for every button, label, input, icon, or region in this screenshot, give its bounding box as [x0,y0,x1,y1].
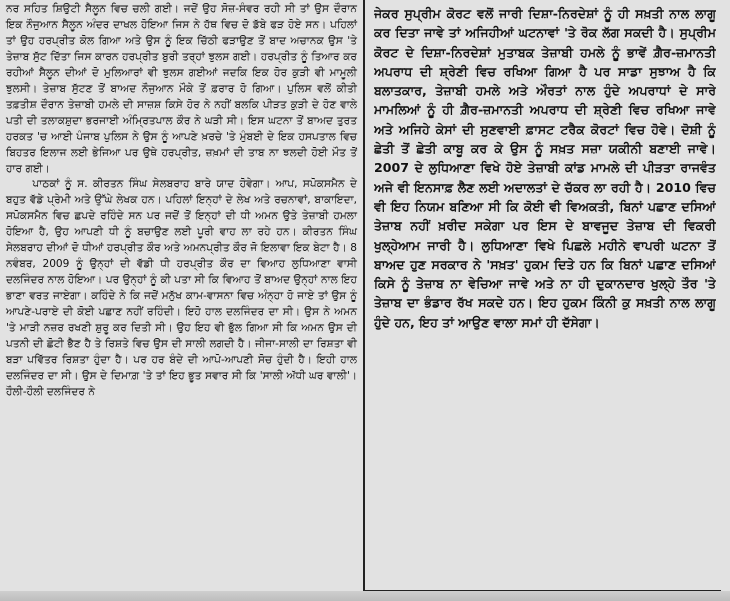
column-divider [363,0,365,601]
cropped-next-line [0,591,730,601]
right-column-boxed-text [374,4,716,589]
right-paragraph-1: ਜੇਕਰ ਸੁਪ੍ਰੀਮ ਕੋਰਟ ਵਲੋਂ ਜਾਰੀ ਦਿਸ਼ਾ-ਨਿਰਦੇਸ਼ਾਂ ਨੂੰ ਹੀ ਸਖ਼ਤੀ ਨਾਲ ਲਾਗੂ ਕਰ ਦਿਤਾ ਜਾਵੇ ਤਾਂ ਅਜਿਹੀਆਂ ਘਟਨਾਵਾਂ 'ਤੇ ਰੋਕ ਲੱਗ ਸਕਦੀ ਹੈ। ਸੁਪ੍ਰੀਮ ਕੋਰਟ ਦੇ ਦਿਸ਼ਾ-ਨਿਰਦੇਸ਼ਾਂ ਮੁਤਾਬਕ ਤੇਜ਼ਾਬੀ ਹਮਲੇ ਨੂੰ ਭਾਵੇਂ ਗ਼ੈਰ-ਜ਼ਮਾਨਤੀ ਅਪਰਾਧ ਦੀ ਸ਼੍ਰੇਣੀ ਵਿਚ ਰਖਿਆ ਗਿਆ ਹੈ ਪਰ ਸਾਡਾ ਸੁਝਾਅ ਹੈ ਕਿ ਬਲਾਤਕਾਰ, ਤੇਜ਼ਾਬੀ ਹਮਲੇ ਅਤੇ ਔਰਤਾਂ ਨਾਲ ਹੁੰਦੇ ਅਪਰਾਧਾਂ ਦੇ ਸਾਰੇ ਮਾਮਲਿਆਂ ਨੂੰ ਹੀ ਗ਼ੈਰ-ਜ਼ਮਾਨਤੀ ਅਪਰਾਧ ਦੀ ਸ਼੍ਰੇਣੀ ਵਿਚ ਰਖਿਆ ਜਾਵੇ ਅਤੇ ਅਜਿਹੇ ਕੇਸਾਂ ਦੀ ਸੁਣਵਾਈ ਫ਼ਾਸਟ ਟਰੈਕ ਕੋਰਟਾਂ ਵਿਚ ਹੋਵੇ। ਦੋਸ਼ੀ ਨੂੰ ਛੇਤੀ ਤੋਂ ਛੇਤੀ ਕਾਬੂ ਕਰ ਕੇ ਉਸ ਨੂੰ ਸਖ਼ਤ ਸਜ਼ਾ ਯਕੀਨੀ ਬਣਾਈ ਜਾਵੇ। 2007 ਦੇ ਲੁਧਿਆਣਾ ਵਿਖੇ ਹੋਏ ਤੇਜ਼ਾਬੀ ਕਾਂਡ ਮਾਮਲੇ ਦੀ ਪੀੜਤਾ ਰਾਜਵੰਤ ਅਜੇ ਵੀ ਇਨਸਾਫ਼ ਲੈਣ ਲਈ ਅਦਾਲਤਾਂ ਦੇ ਚੱਕਰ ਲਾ ਰਹੀ ਹੈ। 2010 ਵਿਚ ਵੀ ਇਹ ਨਿਯਮ ਬਣਿਆ ਸੀ ਕਿ ਕੋਈ ਵੀ ਵਿਅਕਤੀ, ਬਿਨਾਂ ਪਛਾਣ ਦਸਿਆਂ ਤੇਜ਼ਾਬ ਨਹੀਂ ਖ਼ਰੀਦ ਸਕੇਗਾ ਪਰ ਇਸ ਦੇ ਬਾਵਜੂਦ ਤੇਜ਼ਾਬ ਦੀ ਵਿਕਰੀ ਖੁਲ੍ਹੇਆਮ ਜਾਰੀ ਹੈ। ਲੁਧਿਆਣਾ ਵਿਖੇ ਪਿਛਲੇ ਮਹੀਨੇ ਵਾਪਰੀ ਘਟਨਾ ਤੋਂ ਬਾਅਦ ਹੁਣ ਸਰਕਾਰ ਨੇ 'ਸਖ਼ਤ' ਹੁਕਮ ਦਿਤੇ ਹਨ ਕਿ ਬਿਨਾਂ ਪਛਾਣ ਦਸਿਆਂ ਕਿਸੇ ਨੂੰ ਤੇਜ਼ਾਬ ਨਾ ਵੇਚਿਆ ਜਾਵੇ ਅਤੇ ਨਾ ਹੀ ਦੁਕਾਨਦਾਰ ਖੁਲ੍ਹੇ ਤੌਰ 'ਤੇ ਤੇਜ਼ਾਬ ਦਾ ਭੰਡਾਰ ਰੱਖ ਸਕਦੇ ਹਨ। ਇਹ ਹੁਕਮ ਕਿੰਨੀ ਕੁ ਸਖ਼ਤੀ ਨਾਲ ਲਾਗੂ ਹੁੰਦੇ ਹਨ, ਇਹ ਤਾਂ ਆਉਣ ਵਾਲਾ ਸਮਾਂ ਹੀ ਦੱਸੇਗਾ। [374,6,716,330]
left-column [0,0,361,601]
left-paragraph-1: ਨਰ ਸਹਿਤ ਸ਼ਿਉਟੀ ਸੈਲੂਨ ਵਿਚ ਚਲੀ ਗਈ। ਜਦੋਂ ਉਹ ਸੋਜ਼-ਸੰਵਰ ਰਹੀ ਸੀ ਤਾਂ ਉਸ ਦੌਰਾਨ ਇਕ ਨੌਜੁਆਨ ਸੈਲੂਨ ਅੰਦਰ ਦਾਖਲ ਹੋਇਆ ਜਿਸ ਨੇ ਹੱਥ ਵਿਚ ਦੋ ਡੱਬੇ ਫੜ ਹੋਏ ਸਨ। ਪਹਿਲਾਂ ਤਾਂ ਉਹ ਹਰਪ੍ਰੀਤ ਕੋਲ ਗਿਆ ਅਤੇ ਉਸ ਨੂੰ ਇਕ ਚਿੱਠੀ ਫੜਾਉਣ ਤੋਂ ਬਾਦ ਅਚਾਨਕ ਉਸ 'ਤੇ ਤੇਜ਼ਾਬ ਸੁੱਟ ਦਿੱਤਾ ਜਿਸ ਕਾਰਨ ਹਰਪ੍ਰੀਤ ਬੁਰੀ ਤਰ੍ਹਾਂ ਝੁਲਸ ਗਈ। ਹਰਪ੍ਰੀਤ ਨੂੰ ਤਿਆਰ ਕਰ ਰਹੀਆਂ ਸੈਲੂਨ ਦੀਆਂ ਦੋ ਮੁਲਿਆਰਾਂ ਵੀ ਝੁਲਸ ਗਈਆਂ ਜਦਕਿ ਇਕ ਹੋਰ ਕੁੜੀ ਵੀ ਮਾਮੂਲੀ ਝੁਲਸੀ। ਤੇਜ਼ਾਬ ਸੁੱਟਣ ਤੋਂ ਬਾਅਦ ਨੌਜੁਆਨ ਮੌਕੇ ਤੋਂ ਫ਼ਰਾਰ ਹੋ ਗਿਆ। ਪੁਲਿਸ ਵਲੋਂ ਕੀਤੀ ਤਫ਼ਤੀਸ਼ ਦੌਰਾਨ ਤੇਜ਼ਾਬੀ ਹਮਲੇ ਦੀ ਸਾਜ਼ਸ਼ ਕਿਸੇ ਹੋਰ ਨੇ ਨਹੀਂ ਬਲਕਿ ਪੀੜਤ ਕੁੜੀ ਦੇ ਹੋਣ ਵਾਲੇ ਪਤੀ ਦੀ ਤਲਾਕਸ਼ੁਦਾ ਭਰਜਾਈ ਅੰਮ੍ਰਿਤਪਾਲ ਕੌਰ ਨੇ ਘੜੀ ਸੀ। ਇਸ ਘਟਨਾ ਤੋਂ ਬਾਅਦ ਤੁਰਤ ਹਰਕਤ 'ਚ ਆਈ ਪੰਜਾਬ ਪੁਲਿਸ ਨੇ ਉਸ ਨੂੰ ਆਪਣੇ ਖ਼ਰਚੇ 'ਤੇ ਮੁੰਬਈ ਦੇ ਇਕ ਹਸਪਤਾਲ ਵਿਚ ਬਿਹਤਰ ਇਲਾਜ ਲਈ ਭੇਜਿਆ ਪਰ ਉਥੇ ਹਰਪ੍ਰੀਤ, ਜ਼ਖ਼ਮਾਂ ਦੀ ਤਾਬ ਨਾ ਝਲਦੀ ਹੋਈ ਮੌਤ ਤੋਂ ਹਾਰ ਗਈ। [6,3,357,175]
left-paragraph-2: ਪਾਠਕਾਂ ਨੂੰ ਸ. ਕੀਰਤਨ ਸਿੰਘ ਸੇਲਬਰਾਹ ਬਾਰੇ ਯਾਦ ਹੋਵੇਗਾ। ਆਪ, ਸਪੋਕਸਮੈਨ ਦੇ ਬਹੁਤ ਵੱਡੇ ਪ੍ਰੇਮੀ ਅਤੇ ਉੱਘੇ ਲੇਖਕ ਹਨ। ਪਹਿਲਾਂ ਇਨ੍ਹਾਂ ਦੇ ਲੇਖ ਅਤੇ ਰਚਨਾਵਾਂ, ਬਾਕਾਇਦਾ, ਸਪੋਕਸਮੈਨ ਵਿਚ ਛਪਦੇ ਰਹਿੰਦੇ ਸਨ ਪਰ ਜਦੋਂ ਤੋਂ ਇਨ੍ਹਾਂ ਦੀ ਧੀ ਅਮਨ ਉਤੇ ਤੇਜ਼ਾਬੀ ਹਮਲਾ ਹੋਇਆ ਹੈ, ਉਹ ਆਪਣੀ ਧੀ ਨੂੰ ਬਚਾਉਣ ਲਈ ਪੂਰੀ ਵਾਹ ਲਾ ਰਹੇ ਹਨ। ਕੀਰਤਨ ਸਿੰਘ ਸੇਲਬਰਾਹ ਦੀਆਂ ਦੋ ਧੀਆਂ ਹਰਪ੍ਰੀਤ ਕੌਰ ਅਤੇ ਅਮਨਪ੍ਰੀਤ ਕੌਰ ਜੋ ਇਲਾਵਾ ਇਕ ਬੇਟਾ ਹੈ। 8 ਨਵੰਬਰ, 2009 ਨੂੰ ਉਨ੍ਹਾਂ ਦੀ ਵੱਡੀ ਧੀ ਹਰਪ੍ਰੀਤ ਕੌਰ ਦਾ ਵਿਆਹ ਲੁਧਿਆਣਾ ਵਾਸੀ ਦਲਜਿੰਦਰ ਨਾਲ ਹੋਇਆ। ਪਰ ਉਨ੍ਹਾਂ ਨੂੰ ਕੀ ਪਤਾ ਸੀ ਕਿ ਵਿਆਹ ਤੋਂ ਬਾਅਦ ਉਨ੍ਹਾਂ ਨਾਲ ਇਹ ਭਾਣਾ ਵਰਤ ਜਾਏਗਾ। ਕਹਿੰਦੇ ਨੇ ਕਿ ਜਦੋਂ ਮਨੁੱਖ ਕਾਮ-ਵਾਸਨਾ ਵਿਚ ਅੰਨ੍ਹਾ ਹੋ ਜਾਏ ਤਾਂ ਉਸ ਨੂੰ ਆਪਣੇ-ਪਰਾਏ ਦੀ ਕੋਈ ਪਛਾਣ ਨਹੀਂ ਰਹਿੰਦੀ। ਇਹੋ ਹਾਲ ਦਲਜਿੰਦਰ ਦਾ ਸੀ। ਉਸ ਨੇ ਅਮਨ 'ਤੇ ਮਾੜੀ ਨਜ਼ਰ ਰਖਣੀ ਸ਼ੁਰੂ ਕਰ ਦਿਤੀ ਸੀ। ਉਹ ਇਹ ਵੀ ਭੁੱਲ ਗਿਆ ਸੀ ਕਿ ਅਮਨ ਉਸ ਦੀ ਪਤਨੀ ਦੀ ਛੋਟੀ ਭੈਣ ਹੈ ਤੇ ਰਿਸ਼ਤੇ ਵਿਚ ਉਸ ਦੀ ਸਾਲੀ ਲਗਦੀ ਹੈ। ਜੀਜਾ-ਸਾਲੀ ਦਾ ਰਿਸ਼ਤਾ ਵੀ ਬੜਾ ਪਵਿੱਤਰ ਰਿਸ਼ਤਾ ਹੁੰਦਾ ਹੈ। ਪਰ ਹਰ ਬੰਦੇ ਦੀ ਆਪੋ-ਆਪਣੀ ਸੋਚ ਹੁੰਦੀ ਹੈ। ਇਹੀ ਹਾਲ ਦਲਜਿੰਦਰ ਦਾ ਸੀ। ਉਸ ਦੇ ਦਿਮਾਗ਼ 'ਤੇ ਤਾਂ ਇਹ ਭੂਤ ਸਵਾਰ ਸੀ ਕਿ 'ਸਾਲੀ ਅੱਧੀ ਘਰ ਵਾਲੀ'। ਹੌਲੀ-ਹੌਲੀ ਦਲਜਿੰਦਰ ਨੇ [6,178,357,398]
